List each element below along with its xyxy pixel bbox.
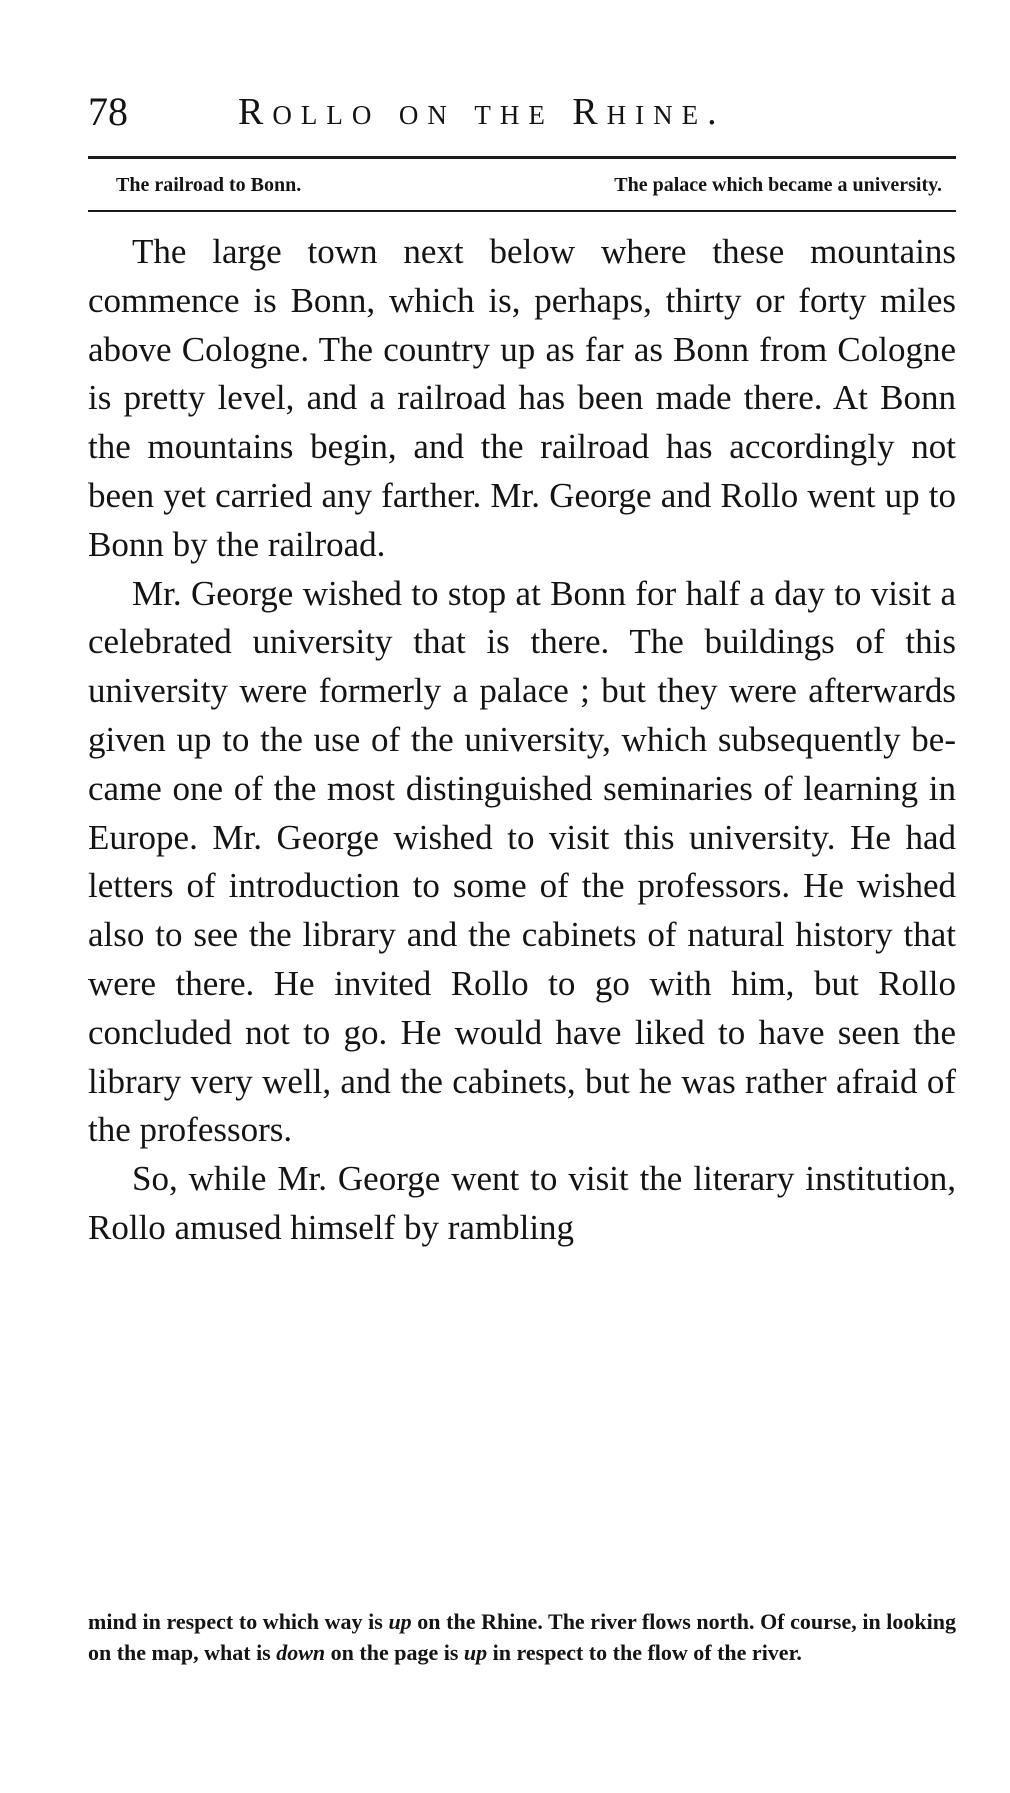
paragraph-1: The large town next below where these mountains commence is Bonn, which is, perhaps, thirty or forty miles above Cologne. The country up as far as Bonn from Cologne is pretty level, and a railroad has been made there. At Bonn the mountains begin, and the railroad has accordingly not been yet carried any farther. Mr. George and Rollo went up to Bonn by the railroad. bbox=[88, 232, 956, 564]
heading-right: The palace which became a university. bbox=[614, 174, 942, 196]
book-page bbox=[88, 88, 956, 1665]
footnote bbox=[88, 1606, 956, 1668]
running-head bbox=[88, 88, 956, 148]
footnote-text: mind in respect to which way is bbox=[88, 1609, 389, 1634]
heading-left: The railroad to Bonn. bbox=[116, 174, 302, 196]
footnote-text: in respect to the flow of the river. bbox=[487, 1640, 802, 1665]
paragraph-3: So, while Mr. George went to visit the literary institution, Rollo amused himself by rambling bbox=[88, 1159, 956, 1247]
section-headings bbox=[88, 166, 956, 206]
page-number: 78 bbox=[88, 89, 128, 134]
footnote-emphasis: up bbox=[463, 1640, 488, 1665]
header-rule-bottom bbox=[88, 210, 956, 212]
header-rule-top bbox=[88, 156, 956, 159]
footnote-text: on the page is bbox=[325, 1640, 464, 1665]
footnote-text: on the Rhine. The river flows north. Of course, in looking on the map, what is bbox=[88, 1609, 956, 1665]
paragraph-2: Mr. George wished to stop at Bonn for half a day to visit a celebrated university that is there. The buildings of this university were formerly a palace ; but they were afterwards given up to the use of the university, which subsequently became one of the most distinguished seminaries of learning in Europe. Mr. George wished to visit this university. He had letters of introduction to some of the professors. He wished also to see the library and the cabinets of natural history that were there. He invited Rollo to go with him, but Rollo concluded not to go. He would have liked to have seen the library very well, and the cabinets, but he was rather afraid of the professors. bbox=[88, 573, 956, 1150]
body-text bbox=[88, 228, 956, 1253]
footnote-emphasis: down bbox=[276, 1640, 326, 1665]
book-title: Rollo on the Rhine. bbox=[238, 91, 726, 133]
footnote-emphasis: up bbox=[388, 1609, 412, 1634]
